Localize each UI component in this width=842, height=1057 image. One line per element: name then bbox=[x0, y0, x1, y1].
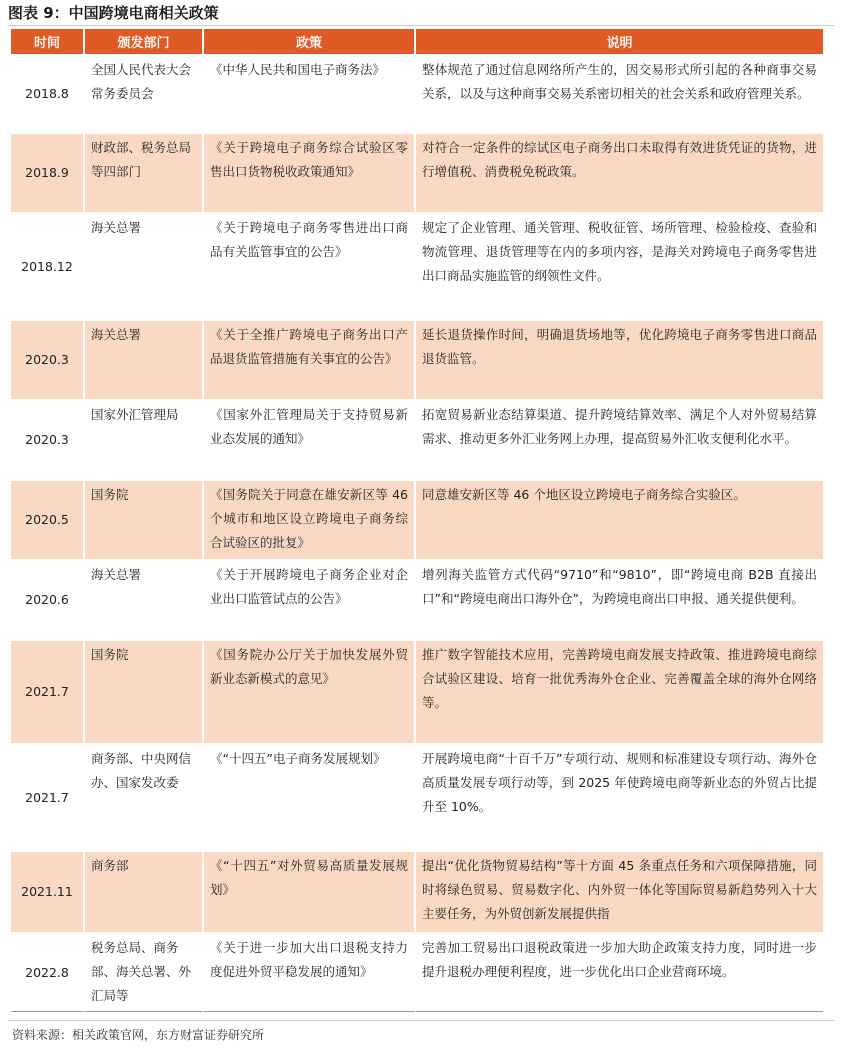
cell-policy: 《国务院关于同意在雄安新区等 46 个城市和地区设立跨境电子商务综合试验区的批复》 bbox=[204, 479, 416, 559]
cell-description: 对符合一定条件的综试区电子商务出口未取得有效进货凭证的货物，进行增值税、消费税免税政策。 bbox=[416, 132, 823, 212]
header-department: 颁发部门 bbox=[85, 29, 204, 54]
table-row bbox=[11, 932, 823, 1012]
figure-title: 图表 9：中国跨境电商相关政策 bbox=[8, 4, 219, 22]
table-header-row bbox=[11, 29, 823, 54]
cell-department: 财政部、税务总局等四部门 bbox=[85, 132, 204, 212]
cell-date: 2018.9 bbox=[11, 132, 85, 212]
table-row bbox=[11, 639, 823, 743]
cell-department: 国务院 bbox=[85, 639, 204, 743]
table-row bbox=[11, 319, 823, 399]
header-description: 说明 bbox=[416, 29, 823, 54]
table-row bbox=[11, 399, 823, 479]
cell-department: 商务部 bbox=[85, 850, 204, 932]
title-divider bbox=[8, 25, 834, 26]
table-row bbox=[11, 212, 823, 319]
cell-department: 国务院 bbox=[85, 479, 204, 559]
cell-department: 商务部、中央网信办、国家发改委 bbox=[85, 743, 204, 850]
cell-description: 同意雄安新区等 46 个地区设立跨境电子商务综合实验区。 bbox=[416, 479, 823, 559]
cell-date: 2021.11 bbox=[11, 850, 85, 932]
table-row bbox=[11, 132, 823, 212]
cell-date: 2020.6 bbox=[11, 559, 85, 639]
table-row bbox=[11, 479, 823, 559]
cell-date: 2022.8 bbox=[11, 932, 85, 1012]
cell-department: 全国人民代表大会常务委员会 bbox=[85, 54, 204, 132]
cell-date: 2020.5 bbox=[11, 479, 85, 559]
footer-divider bbox=[8, 1020, 834, 1021]
header-policy: 政策 bbox=[204, 29, 416, 54]
cell-date: 2021.7 bbox=[11, 743, 85, 850]
cell-date: 2018.12 bbox=[11, 212, 85, 319]
cell-date: 2020.3 bbox=[11, 399, 85, 479]
cell-policy: 《中华人民共和国电子商务法》 bbox=[204, 54, 416, 132]
cell-description: 推广数字智能技术应用，完善跨境电商发展支持政策、推进跨境电商综合试验区建设、培育一批优秀海外仓企业、完善覆盖全球的海外仓网络等。 bbox=[416, 639, 823, 743]
cell-policy: 《关于跨境电子商务综合试验区零售出口货物税收政策通知》 bbox=[204, 132, 416, 212]
cell-description: 整体规范了通过信息网络所产生的，因交易形式所引起的各种商事交易关系，以及与这种商事交易关系密切相关的社会关系和政府管理关系。 bbox=[416, 54, 823, 132]
cell-policy: 《关于全推广跨境电子商务出口产品退货监管措施有关事宜的公告》 bbox=[204, 319, 416, 399]
cell-description: 延长退货操作时间，明确退货场地等，优化跨境电子商务零售进口商品退货监管。 bbox=[416, 319, 823, 399]
cell-department: 海关总署 bbox=[85, 212, 204, 319]
cell-department: 国家外汇管理局 bbox=[85, 399, 204, 479]
cell-description: 完善加工贸易出口退税政策进一步加大助企政策支持力度，同时进一步提升退税办理便利程度，进一步优化出口企业营商环境。 bbox=[416, 932, 823, 1012]
cell-policy: 《国家外汇管理局关于支持贸易新业态发展的通知》 bbox=[204, 399, 416, 479]
cell-department: 税务总局、商务部、海关总署、外汇局等 bbox=[85, 932, 204, 1012]
cell-description: 增列海关监管方式代码“9710”和“9810”，即“跨境电商 B2B 直接出口”和“跨境电商出口海外仓”，为跨境电商出口申报、通关提供便利。 bbox=[416, 559, 823, 639]
cell-description: 提出“优化货物贸易结构”等十方面 45 条重点任务和六项保障措施，同时将绿色贸易、贸易数字化、内外贸一体化等国际贸易新趋势列入十大主要任务，为外贸创新发展提供指 bbox=[416, 850, 823, 932]
cell-policy: 《国务院办公厅关于加快发展外贸新业态新模式的意见》 bbox=[204, 639, 416, 743]
cell-date: 2020.3 bbox=[11, 319, 85, 399]
cell-policy: 《“十四五”对外贸易高质量发展规划》 bbox=[204, 850, 416, 932]
cell-policy: 《“十四五”电子商务发展规划》 bbox=[204, 743, 416, 850]
table-row bbox=[11, 54, 823, 132]
cell-policy: 《关于跨境电子商务零售进出口商品有关监管事宜的公告》 bbox=[204, 212, 416, 319]
cell-date: 2018.8 bbox=[11, 54, 85, 132]
cell-policy: 《关于开展跨境电子商务企业对企业出口监管试点的公告》 bbox=[204, 559, 416, 639]
cell-description: 拓宽贸易新业态结算渠道、提升跨境结算效率、满足个人对外贸易结算需求、推动更多外汇业务网上办理，提高贸易外汇收支便利化水平。 bbox=[416, 399, 823, 479]
table-row bbox=[11, 559, 823, 639]
cell-department: 海关总署 bbox=[85, 559, 204, 639]
header-date: 时间 bbox=[11, 29, 85, 54]
cell-policy: 《关于进一步加大出口退税支持力度促进外贸平稳发展的通知》 bbox=[204, 932, 416, 1012]
table-row bbox=[11, 743, 823, 850]
table-row bbox=[11, 850, 823, 932]
cell-description: 开展跨境电商“十百千万”专项行动、规则和标准建设专项行动、海外仓高质量发展专项行动等，到 2025 年使跨境电商等新业态的外贸占比提升至 10%。 bbox=[416, 743, 823, 850]
policy-table bbox=[11, 29, 823, 1012]
source-note: 资料来源：相关政策官网，东方财富证券研究所 bbox=[12, 1028, 265, 1042]
cell-department: 海关总署 bbox=[85, 319, 204, 399]
cell-description: 规定了企业管理、通关管理、税收征管、场所管理、检验检疫、查验和物流管理、退货管理等在内的多项内容，是海关对跨境电子商务零售进出口商品实施监管的纲领性文件。 bbox=[416, 212, 823, 319]
cell-date: 2021.7 bbox=[11, 639, 85, 743]
